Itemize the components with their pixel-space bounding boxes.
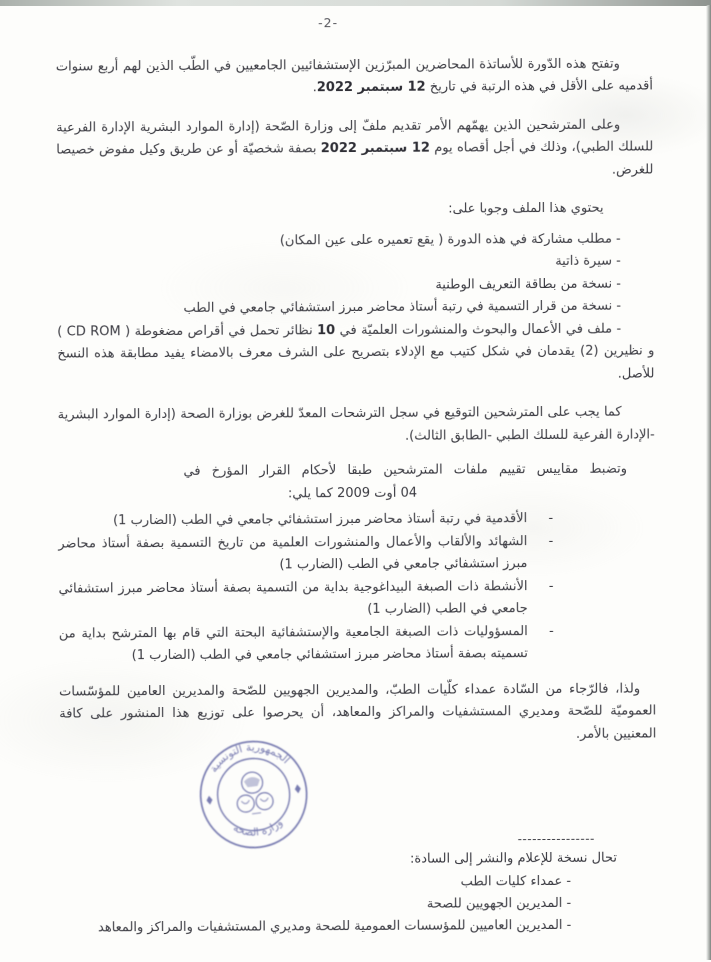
file-item-id-copy: - نسخة من بطاقة التعريف الوطنية <box>435 276 622 293</box>
seal-right-star-icon <box>294 784 301 794</box>
seal-top-arc-text: الجمهورية التونسية <box>207 741 292 775</box>
file-contents-heading: يحتوي هذا الملف وجوبا على: <box>448 200 604 217</box>
dash-marker: - <box>548 533 554 549</box>
distribution-divider-dashes: ---------------- <box>517 831 595 847</box>
criteria-list <box>58 507 656 668</box>
seal-left-star-icon <box>206 795 213 805</box>
seal-bottom-arc-text: وزارة الصحة <box>231 816 285 839</box>
intro-date-bold: 12 سبتمبر 2022 <box>316 79 426 96</box>
file-items-list <box>57 228 655 389</box>
cd-item-count-bold: 10 <box>317 322 336 338</box>
criteria-item-text: المسؤوليات ذات الصبغة الجامعية والإستشفائية البحتة التي قام بها المترشح بداية من تسميته بصفة أستاذ محاضر مبرز استشفائي جامعي في الطب (الضارب 1) <box>58 623 528 664</box>
submission-date-bold: 12 سبتمبر 2022 <box>320 140 431 157</box>
criteria-item-publications <box>58 530 655 578</box>
distribution-heading: تحال نسخة للإعلام والنشر إلى السادة: <box>409 850 618 867</box>
distribution-item-deans: - عمداء كليات الطب <box>460 873 572 889</box>
cd-item-text-before: - ملف في الأعمال والبحوث والمنشورات العلميّة في <box>335 321 622 338</box>
distribution-item-regional-directors: - المديرين الجهويين للصحة <box>426 895 572 912</box>
file-item-nomination-copy: - نسخة من قرار التسمية في رتبة أستاذ محاضر مبرز استشفائي جامعي في الطب <box>183 298 622 316</box>
distribution-item-general-directors: - المديرين العاميين للمؤسسات العمومية للصحة ومديري المستشفيات والمراكز والمعاهد <box>97 917 572 935</box>
criteria-intro-line2: 04 أوت 2009 كما يلي: <box>287 485 418 501</box>
submission-paragraph <box>56 114 653 185</box>
ministry-health-seal-stamp <box>182 726 324 863</box>
submission-text-before: وعلى المترشحين الذين يهمّهم الأمر تقديم ملفّ إلى وزارة الصّحة (إدارة الموارد البشرية الإدارة الفرعية للسلك الطبي)، وذلك في أجل أقصاه يوم <box>56 117 654 156</box>
criteria-item-text: الأقدمية في رتبة أستاذ محاضر مبرز استشفائي جامعي في الطب (الضارب 1) <box>113 511 528 529</box>
closing-paragraph: ولذا، فالرّجاء من السّادة عمداء كلّيات الطبّ، والمديرين الجهويين للصّحة والمديرين العامين للمؤسّسات العموميّة للصّحة ومديري المستشفيات والمراكز والمعاهد، أن يحرصوا على توزيع هذا المنشور على كافة المعنيين بالأمر. <box>59 681 657 742</box>
seal-emblem-icon <box>233 770 274 816</box>
criteria-item-seniority <box>58 507 655 533</box>
criteria-item-pedagogy <box>59 575 656 623</box>
intro-paragraph <box>56 53 653 101</box>
file-item-works-cdrom <box>57 318 654 389</box>
page-number: -2- <box>318 15 339 31</box>
register-signature-paragraph: كما يجب على المترشحين التوقيع في سجل الترشحات المعدّ للغرض بوزارة الصحة (إدارة الموارد البشرية -الإدارة الفرعية للسلك الطبي -الطابق الثالث). <box>57 404 655 444</box>
intro-text-after: . <box>312 80 317 96</box>
dash-marker: - <box>548 510 554 526</box>
criteria-item-text: الأنشطة ذات الصبغة البيداغوجية بداية من التسمية بصفة أستاذ محاضر مبرز استشفائي جامعي في الطب (الضارب 1) <box>58 578 528 617</box>
dash-marker: - <box>548 578 554 594</box>
file-item-cv: - سيرة ذاتية <box>555 253 621 269</box>
criteria-intro-line1: وتضبط مقاييس تقييم ملفات المترشحين طبقا لأحكام القرار المؤرخ في <box>183 461 627 479</box>
criteria-item-text: الشهائد والألقاب والأعمال والمنشورات العلمية من تاريخ التسمية بصفة أستاذ محاضر مبرز استشفائي جامعي في الطب (الضارب 1) <box>58 533 528 573</box>
cd-item-text-after: نظائر تحمل في أقراص مضغوطة ( CD ROM ) و نظيرين (2) يقدمان في شكل كتيب مع الإدلاء بتصريح على الشرف معرف بالامضاء يفيد مطابقة هذه النسخ للأصل. <box>57 322 655 382</box>
criteria-item-responsibilities <box>59 620 656 668</box>
stamp-area <box>59 741 656 839</box>
intro-text-before: وتفتح هذه الدّورة للأساتذة المحاضرين المبرّزين الإستشفائيين الجامعيين في الطّب الذين لهم أربع سنوات أقدميه على الأقل في هذه الرتبة في تاريخ <box>55 56 653 95</box>
file-item-application: - مطلب مشاركة في هذه الدورة ( يقع تعميره على عين المكان) <box>279 231 621 248</box>
submission-text-after: بصفة شخصيّة أو عن طريق وكيل مفوض خصيصا للغرض. <box>56 141 654 178</box>
dash-marker: - <box>549 623 554 639</box>
